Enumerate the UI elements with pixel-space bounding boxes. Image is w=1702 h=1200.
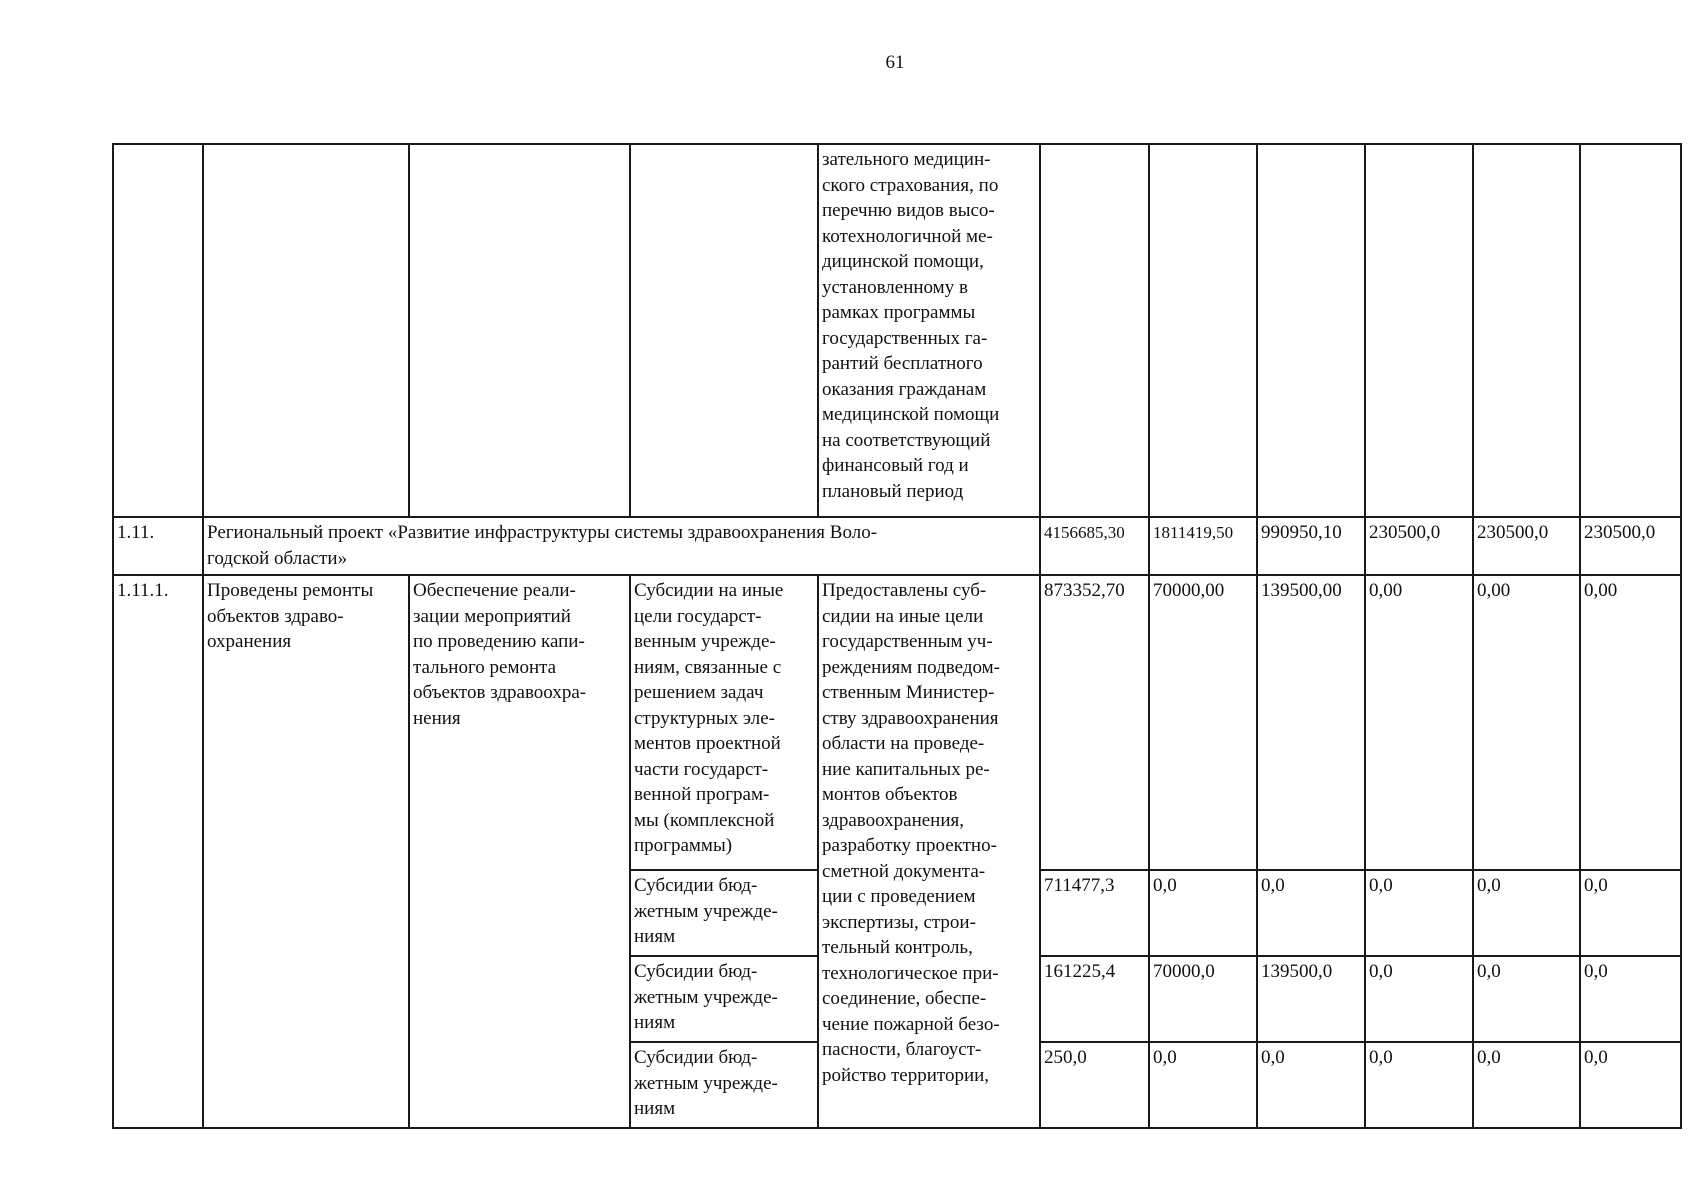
subsidy-value: 0,0 — [1365, 956, 1473, 1042]
cell-code-empty — [113, 144, 203, 517]
subsidy-value: 0,00 — [1365, 575, 1473, 870]
project-value: 990950,10 — [1257, 517, 1365, 575]
subsidy-value: 0,00 — [1580, 575, 1681, 870]
subsidy-value: 70000,00 — [1149, 575, 1257, 870]
cell-value-empty — [1365, 144, 1473, 517]
subsidy-value: 0,0 — [1473, 1042, 1580, 1128]
subsidy-value: 0,0 — [1257, 870, 1365, 956]
subsidy-value: 0,0 — [1149, 1042, 1257, 1128]
cell-measure-empty — [409, 144, 630, 517]
page-number: 61 — [885, 52, 905, 73]
subsidy-type: Субсидии бюд- жетным учрежде- ниям — [630, 870, 818, 956]
project-row — [113, 517, 1681, 575]
subsidy-type: Субсидии бюд- жетным учрежде- ниям — [630, 1042, 818, 1128]
subsidy-value: 0,00 — [1473, 575, 1580, 870]
cell-value-empty — [1040, 144, 1149, 517]
cell-value-empty — [1149, 144, 1257, 517]
project-value: 4156685,30 — [1040, 517, 1149, 575]
measure-name: Обеспечение реали- зации мероприятий по проведению капи- тального ремонта объектов здравоохра- нения — [409, 575, 630, 1128]
subsidy-value: 139500,00 — [1257, 575, 1365, 870]
project-value: 230500,0 — [1473, 517, 1580, 575]
continuation-row — [113, 144, 1681, 517]
project-value: 1811419,50 — [1149, 517, 1257, 575]
subsidy-value: 0,0 — [1580, 956, 1681, 1042]
cell-subsidy-type-empty — [630, 144, 818, 517]
cell-value-empty — [1580, 144, 1681, 517]
subsidy-value: 250,0 — [1040, 1042, 1149, 1128]
subsidy-value: 711477,3 — [1040, 870, 1149, 956]
project-value: 230500,0 — [1580, 517, 1681, 575]
project-code: 1.11. — [113, 517, 203, 575]
subsidy-value: 0,0 — [1580, 870, 1681, 956]
cell-value-empty — [1257, 144, 1365, 517]
subsidy-value: 0,0 — [1149, 870, 1257, 956]
cell-task-empty — [203, 144, 409, 517]
task-result-text: Предоставлены суб- сидии на иные цели государственным уч- реждениям подведом- ственным Министер- ству здравоохранения области на проведе- ние капитальных ре- монтов объектов здравоохранения, разработку проектно- сметной документа- ции с проведением экспертизы, строи- тельный контроль, технологическое при- соединение, обеспе- чение пожарной безо- пасности, благоуст- ройство территории, — [818, 575, 1040, 1128]
subsidy-value: 139500,0 — [1257, 956, 1365, 1042]
subsidy-value: 873352,70 — [1040, 575, 1149, 870]
subsidy-value: 0,0 — [1365, 1042, 1473, 1128]
subsidy-value: 0,0 — [1473, 956, 1580, 1042]
task-row — [113, 575, 1681, 870]
subsidy-value: 0,0 — [1257, 1042, 1365, 1128]
subsidy-type: Субсидии бюд- жетным учрежде- ниям — [630, 956, 818, 1042]
subsidy-value: 0,0 — [1365, 870, 1473, 956]
project-title: Региональный проект «Развитие инфраструктуры системы здравоохранения Воло- годской области» — [203, 517, 1040, 575]
project-value: 230500,0 — [1365, 517, 1473, 575]
subsidy-type: Субсидии на иные цели государст- венным учрежде- ниям, связанные с решением задач структурных эле- ментов проектной части государст- венной програм- мы (комплексной программы) — [630, 575, 818, 870]
subsidy-value: 161225,4 — [1040, 956, 1149, 1042]
cell-value-empty — [1473, 144, 1580, 517]
task-name: Проведены ремонты объектов здраво- охранения — [203, 575, 409, 1128]
cell-result-text: зательного медицин- ского страхования, по перечню видов высо- котехнологичной ме- дицинской помощи, установленному в рамках программы государственных га- рантий бесплатного оказания гражданам медицинской помощи на соответствующий финансовый год и плановый период — [818, 144, 1040, 517]
subsidy-value: 0,0 — [1473, 870, 1580, 956]
subsidy-value: 70000,0 — [1149, 956, 1257, 1042]
budget-table — [112, 143, 1682, 1129]
task-code: 1.11.1. — [113, 575, 203, 1128]
subsidy-value: 0,0 — [1580, 1042, 1681, 1128]
